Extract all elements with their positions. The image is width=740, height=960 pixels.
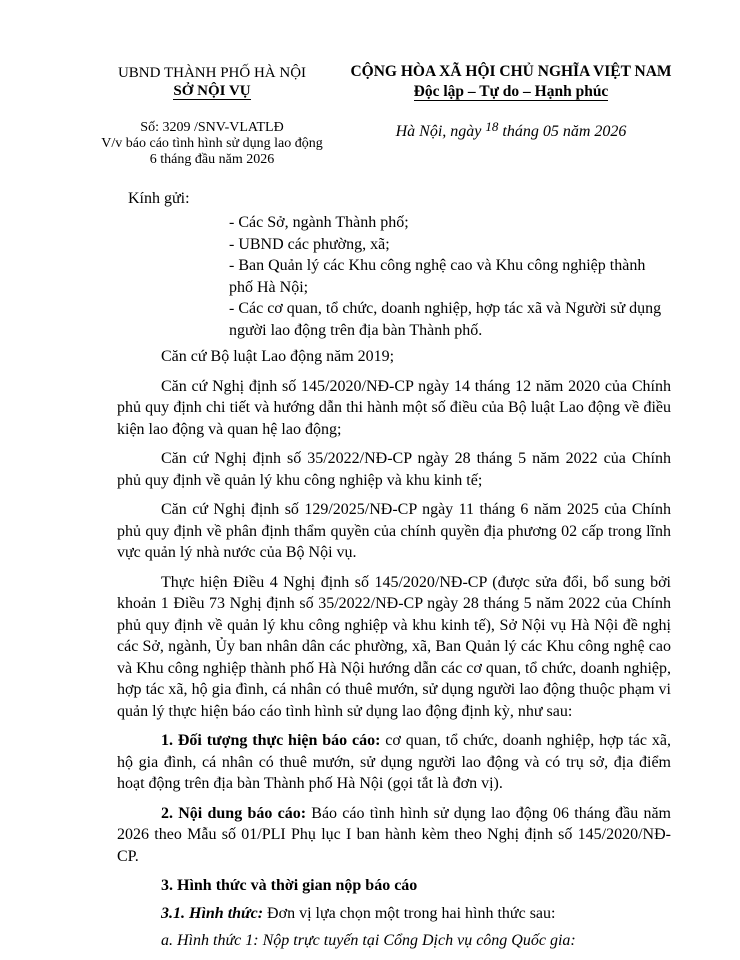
document-body [117, 346, 671, 960]
nation-name: CỘNG HÒA XÃ HỘI CHỦ NGHĨA VIỆT NAM [350, 63, 672, 80]
legal-basis-1: Căn cứ Bộ luật Lao động năm 2019; [161, 348, 395, 365]
implementation-paragraph: Thực hiện Điều 4 Nghị định số 145/2020/NĐ-CP (được sửa đổi, bổ sung bởi khoản 1 Điều 73 Nghị định số 35/2022/NĐ-CP ngày 28 tháng 5 năm 2022 của Chính phủ quy định về quản lý khu công nghiệp và khu kinh tế), Sở Nội vụ Hà Nội đề nghị các Sở, ngành, Ủy ban nhân dân các phường, xã, Ban Quản lý các Khu công nghệ cao và Khu công nghiệp thành phố Hà Nội hướng dẫn các cơ quan, tổ chức, doanh nghiệp, hợp tác xã, hộ gia đình, cá nhân có thuê mướn, sử dụng người lao động thuộc phạm vi quản lý thực hiện báo cáo tình hình sử dụng lao động định kỳ, như sau: [117, 573, 671, 720]
section-1-text: cơ quan, tổ chức, doanh nghiệp, hợp tác xã, hộ gia đình, cá nhân có thuê mướn, sử dụng người lao động và có trụ sở, địa điểm hoạt động trên địa bàn Thành phố Hà Nội (gọi tắt là đơn vị). [117, 732, 671, 792]
recipient-item: - UBND các phường, xã; [229, 235, 390, 253]
section-1-heading: 1. Đối tượng thực hiện báo cáo: [161, 732, 381, 749]
legal-basis-3: Căn cứ Nghị định số 35/2022/NĐ-CP ngày 28 tháng 5 năm 2022 của Chính phủ quy định về quản lý khu công nghiệp và khu kinh tế; [117, 450, 671, 489]
date-prefix: Hà Nội, ngày [395, 123, 482, 140]
section-3-title: 3. Hình thức và thời gian nộp báo cáo [161, 877, 418, 894]
date-suffix: tháng 05 năm 2026 [498, 123, 627, 140]
recipient-item: - Các cơ quan, tổ chức, doanh nghiệp, hợp tác xã và Người sử dụng người lao động trên địa bàn Thành phố. [229, 300, 662, 339]
agency-name: SỞ NỘI VỤ [173, 83, 251, 99]
document-reference [78, 120, 346, 168]
national-title [336, 62, 686, 102]
legal-basis-2: Căn cứ Nghị định số 145/2020/NĐ-CP ngày 14 tháng 12 năm 2020 của Chính phủ quy định chi tiết và hướng dẫn thi hành một số điều của Bộ luật Lao động về điều kiện lao động và quan hệ lao động; [117, 377, 671, 438]
subject-line-2: 6 tháng đầu năm 2026 [149, 152, 275, 167]
section-3-1-text: Đơn vị lựa chọn một trong hai hình thức sau: [263, 904, 556, 922]
agency-parent: UBND THÀNH PHỐ HÀ NỘI [117, 65, 307, 81]
greeting: Kính gửi: [128, 190, 190, 207]
section-2-text: Báo cáo tình hình sử dụng lao động 06 tháng đầu năm 2026 theo Mẫu số 01/PLI Phụ lục I ban hành kèm theo Nghị định số 145/2020/NĐ-CP. [117, 804, 671, 865]
issue-date [336, 117, 686, 142]
section-3-1 [117, 903, 671, 925]
recipient-item: - Ban Quản lý các Khu công nghệ cao và Khu công nghiệp thành phố Hà Nội; [229, 257, 646, 296]
date-day: 18 [485, 119, 499, 134]
section-2-heading: 2. Nội dung báo cáo: [161, 804, 307, 822]
section-3-1-a: a. Hình thức 1: Nộp trực tuyến tại Cổng Dịch vụ công Quốc gia: [161, 932, 576, 949]
legal-basis-4: Căn cứ Nghị định số 129/2025/NĐ-CP ngày 11 tháng 6 năm 2025 của Chính phủ quy định về phân định thẩm quyền của chính quyền địa phương 02 cấp trong lĩnh vực quản lý nhà nước của Bộ Nội vụ. [117, 501, 671, 561]
recipient-item: - Các Sở, ngành Thành phố; [229, 214, 409, 231]
section-1 [117, 730, 671, 795]
issuing-agency [78, 64, 346, 100]
recipient-list [229, 212, 669, 341]
subject-line-1: V/v báo cáo tình hình sử dụng lao động [101, 136, 323, 151]
national-motto: Độc lập – Tự do – Hạnh phúc [413, 83, 609, 100]
document-number: Số: 3209 /SNV-VLATLĐ [140, 120, 284, 135]
section-3-heading [117, 875, 671, 897]
section-3-1-heading: 3.1. Hình thức: [161, 904, 264, 922]
section-2 [117, 803, 671, 868]
